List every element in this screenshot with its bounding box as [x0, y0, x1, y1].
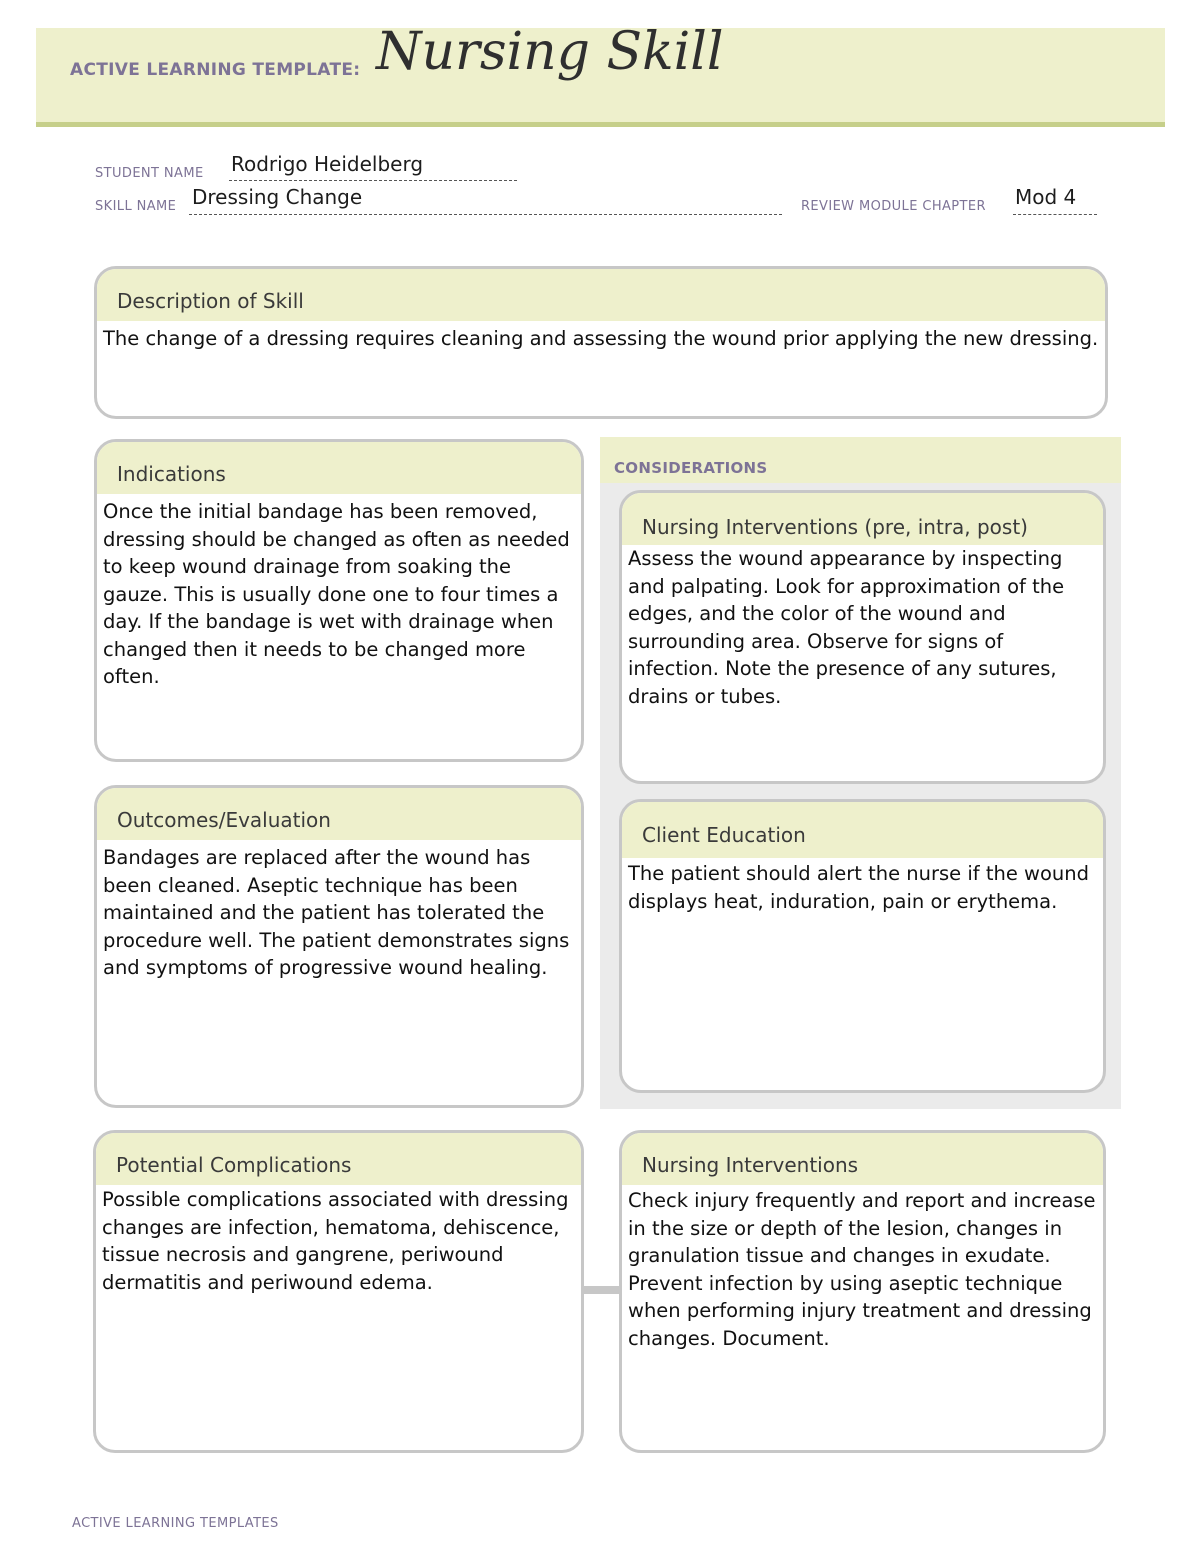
- complications-heading: Potential Complications: [96, 1133, 581, 1185]
- page-title: Nursing Skill: [376, 22, 724, 82]
- outcomes-box: [94, 785, 584, 1108]
- client-education-box: [619, 799, 1106, 1093]
- considerations-label: CONSIDERATIONS: [614, 459, 768, 477]
- review-module-field[interactable]: Mod 4: [1015, 185, 1077, 209]
- indications-box: [94, 439, 584, 762]
- indications-heading: Indications: [97, 442, 581, 494]
- client-education-heading: Client Education: [622, 802, 1103, 858]
- nursing-interventions-text[interactable]: Check injury frequently and report and increase in the size or depth of the lesion, changes in granulation tissue and changes in exudate. Prevent infection by using aseptic technique when performing injury treatment and dressing changes. Document.: [628, 1189, 1096, 1350]
- complications-box: [93, 1130, 584, 1453]
- nursing-interventions-pre-heading: Nursing Interventions (pre, intra, post): [622, 493, 1103, 545]
- description-box: [94, 266, 1108, 419]
- nursing-interventions-pre-box: [619, 490, 1106, 784]
- student-name-underline: [229, 180, 517, 181]
- box-connector: [582, 1286, 621, 1294]
- description-heading: Description of Skill: [97, 269, 1105, 321]
- review-module-label: REVIEW MODULE CHAPTER: [801, 199, 986, 214]
- student-name-field[interactable]: Rodrigo Heidelberg: [231, 152, 424, 176]
- nursing-interventions-heading: Nursing Interventions: [622, 1133, 1103, 1185]
- skill-name-field[interactable]: Dressing Change: [192, 185, 363, 209]
- skill-name-underline: [189, 214, 782, 215]
- footer-label: ACTIVE LEARNING TEMPLATES: [72, 1516, 279, 1531]
- student-name-label: STUDENT NAME: [95, 166, 204, 181]
- complications-text[interactable]: Possible complications associated with dressing changes are infection, hematoma, dehiscence, tissue necrosis and gangrene, periwound dermatitis and periwound edema.: [102, 1188, 569, 1294]
- indications-text[interactable]: Once the initial bandage has been removed, dressing should be changed as often as needed to keep wound drainage from soaking the gauze. This is usually done one to four times a day. If the bandage is wet with drainage when changed then it needs to be changed more often.: [103, 500, 570, 688]
- nursing-interventions-pre-text[interactable]: Assess the wound appearance by inspecting and palpating. Look for approximation of the edges, and the color of the wound and surrounding area. Observe for signs of infection. Note the presence of any sutures, drains or tubes.: [628, 547, 1065, 708]
- nursing-interventions-box: [619, 1130, 1106, 1453]
- review-module-underline: [1013, 214, 1097, 215]
- client-education-text[interactable]: The patient should alert the nurse if the wound displays heat, induration, pain or erythema.: [628, 862, 1090, 913]
- skill-name-label: SKILL NAME: [95, 199, 177, 214]
- description-text[interactable]: The change of a dressing requires cleaning and assessing the wound prior applying the new dressing.: [103, 327, 1099, 350]
- outcomes-heading: Outcomes/Evaluation: [97, 788, 581, 840]
- outcomes-text[interactable]: Bandages are replaced after the wound has been cleaned. Aseptic technique has been maintained and the patient has tolerated the procedure well. The patient demonstrates signs and symptoms of progressive wound healing.: [103, 846, 570, 979]
- template-label: ACTIVE LEARNING TEMPLATE:: [70, 60, 361, 80]
